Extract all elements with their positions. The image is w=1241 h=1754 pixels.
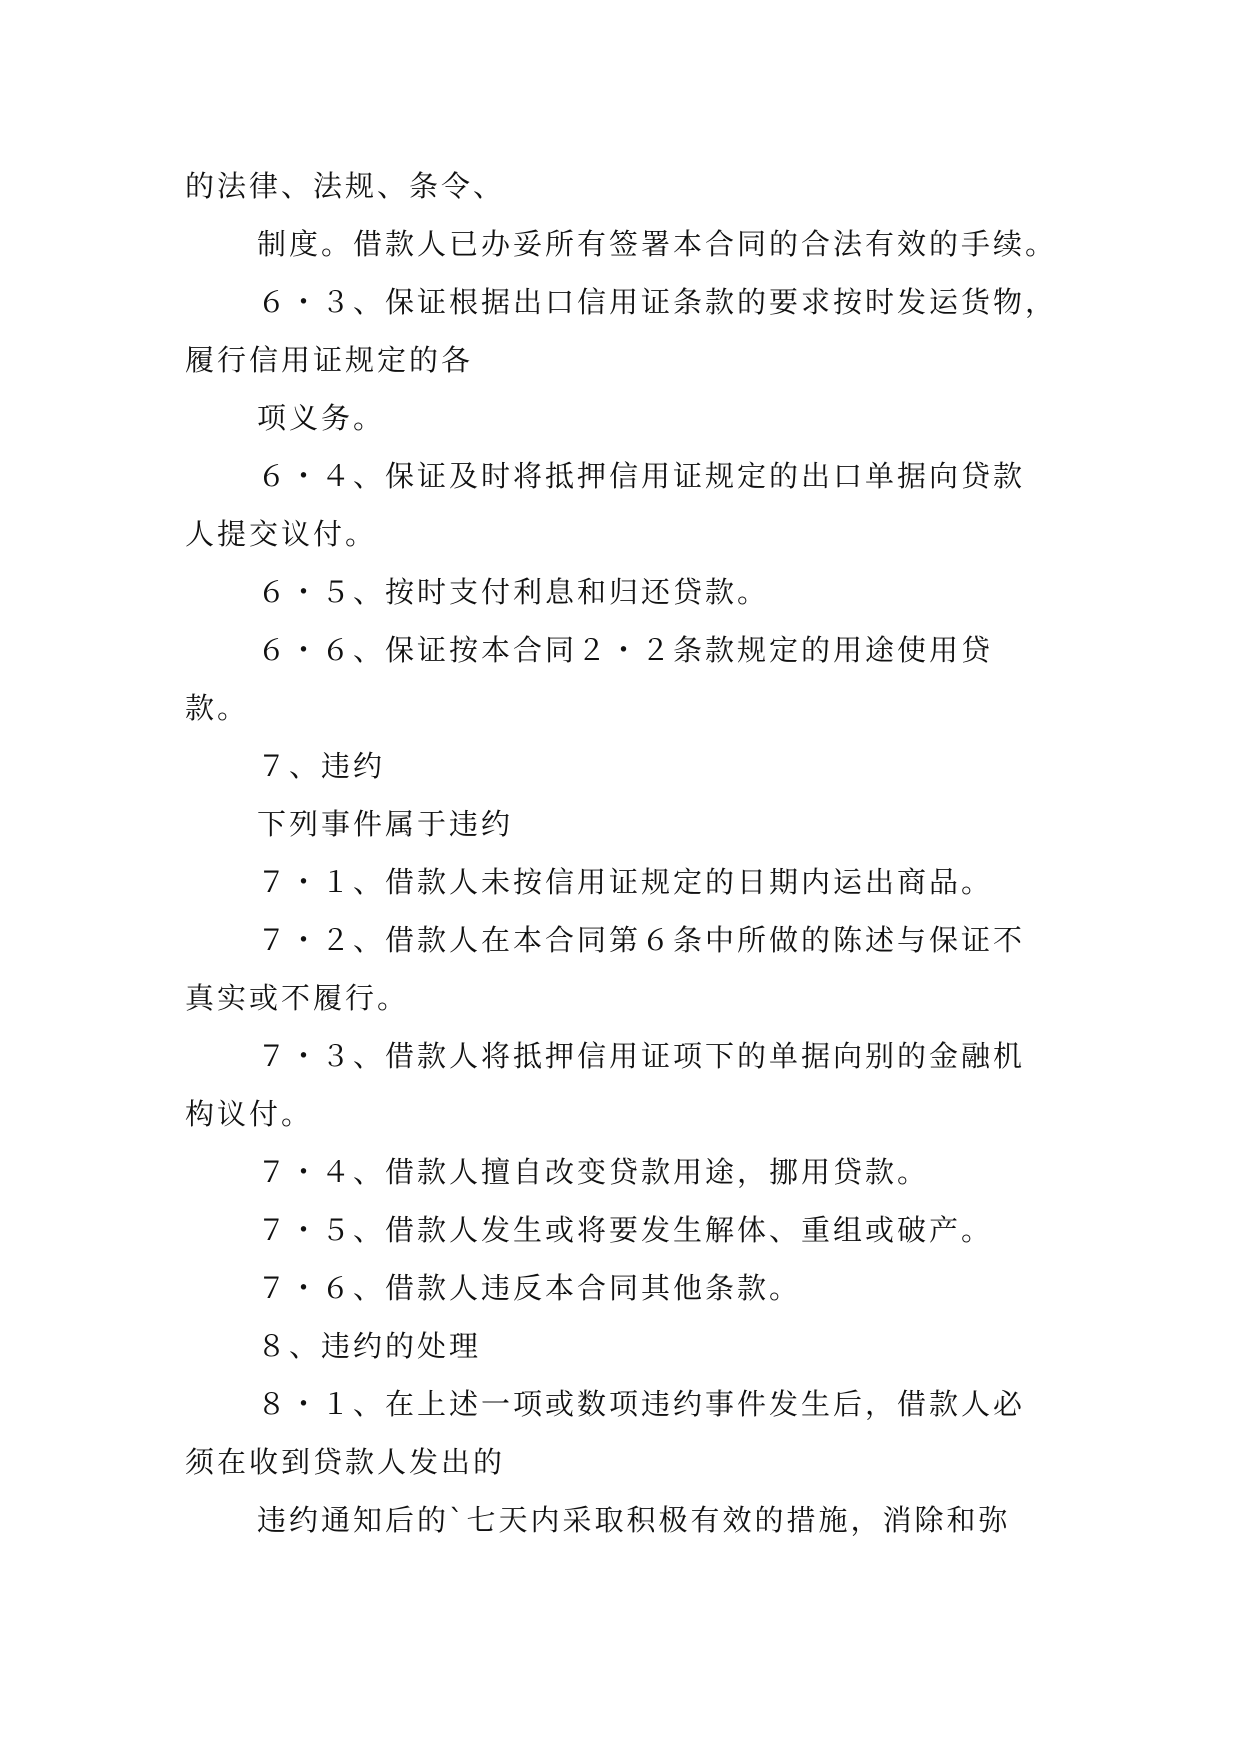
text-line: ６・５、按时支付利息和归还贷款。 <box>257 575 770 609</box>
text-line: ７・１、借款人未按信用证规定的日期内运出商品。 <box>257 865 994 899</box>
text-line: 项义务。 <box>257 401 386 435</box>
text-line: 人提交议付。 <box>185 517 378 551</box>
text-line: ６・３、保证根据出口信用证条款的要求按时发运货物， <box>257 285 1058 319</box>
text-line: 履行信用证规定的各 <box>185 343 474 377</box>
text-line: ７・４、借款人擅自改变贷款用途，挪用贷款。 <box>257 1155 930 1189</box>
section-heading: ７、违约 <box>257 749 386 783</box>
text-line: 下列事件属于违约 <box>257 807 514 841</box>
text-line: ７・５、借款人发生或将要发生解体、重组或破产。 <box>257 1213 994 1247</box>
text-line: ６・４、保证及时将抵押信用证规定的出口单据向贷款 <box>257 459 1026 493</box>
text-line: 制度。借款人已办妥所有签署本合同的合法有效的手续。 <box>257 227 1058 261</box>
text-line: 的法律、法规、条令、 <box>185 169 506 203</box>
text-line: 构议付。 <box>185 1097 314 1131</box>
text-line: 违约通知后的`七天内采取积极有效的措施，消除和弥 <box>257 1503 1011 1537</box>
text-line: 款。 <box>185 691 250 725</box>
text-line: 须在收到贷款人发出的 <box>185 1445 506 1479</box>
text-line: ８・１、在上述一项或数项违约事件发生后，借款人必 <box>257 1387 1026 1421</box>
text-line: 真实或不履行。 <box>185 981 410 1015</box>
text-line: ７・６、借款人违反本合同其他条款。 <box>257 1271 802 1305</box>
text-line: ７・３、借款人将抵押信用证项下的单据向别的金融机 <box>257 1039 1026 1073</box>
text-line: ７・２、借款人在本合同第６条中所做的陈述与保证不 <box>257 923 1026 957</box>
section-heading: ８、违约的处理 <box>257 1329 482 1363</box>
text-line: ６・６、保证按本合同２・２条款规定的用途使用贷 <box>257 633 994 667</box>
